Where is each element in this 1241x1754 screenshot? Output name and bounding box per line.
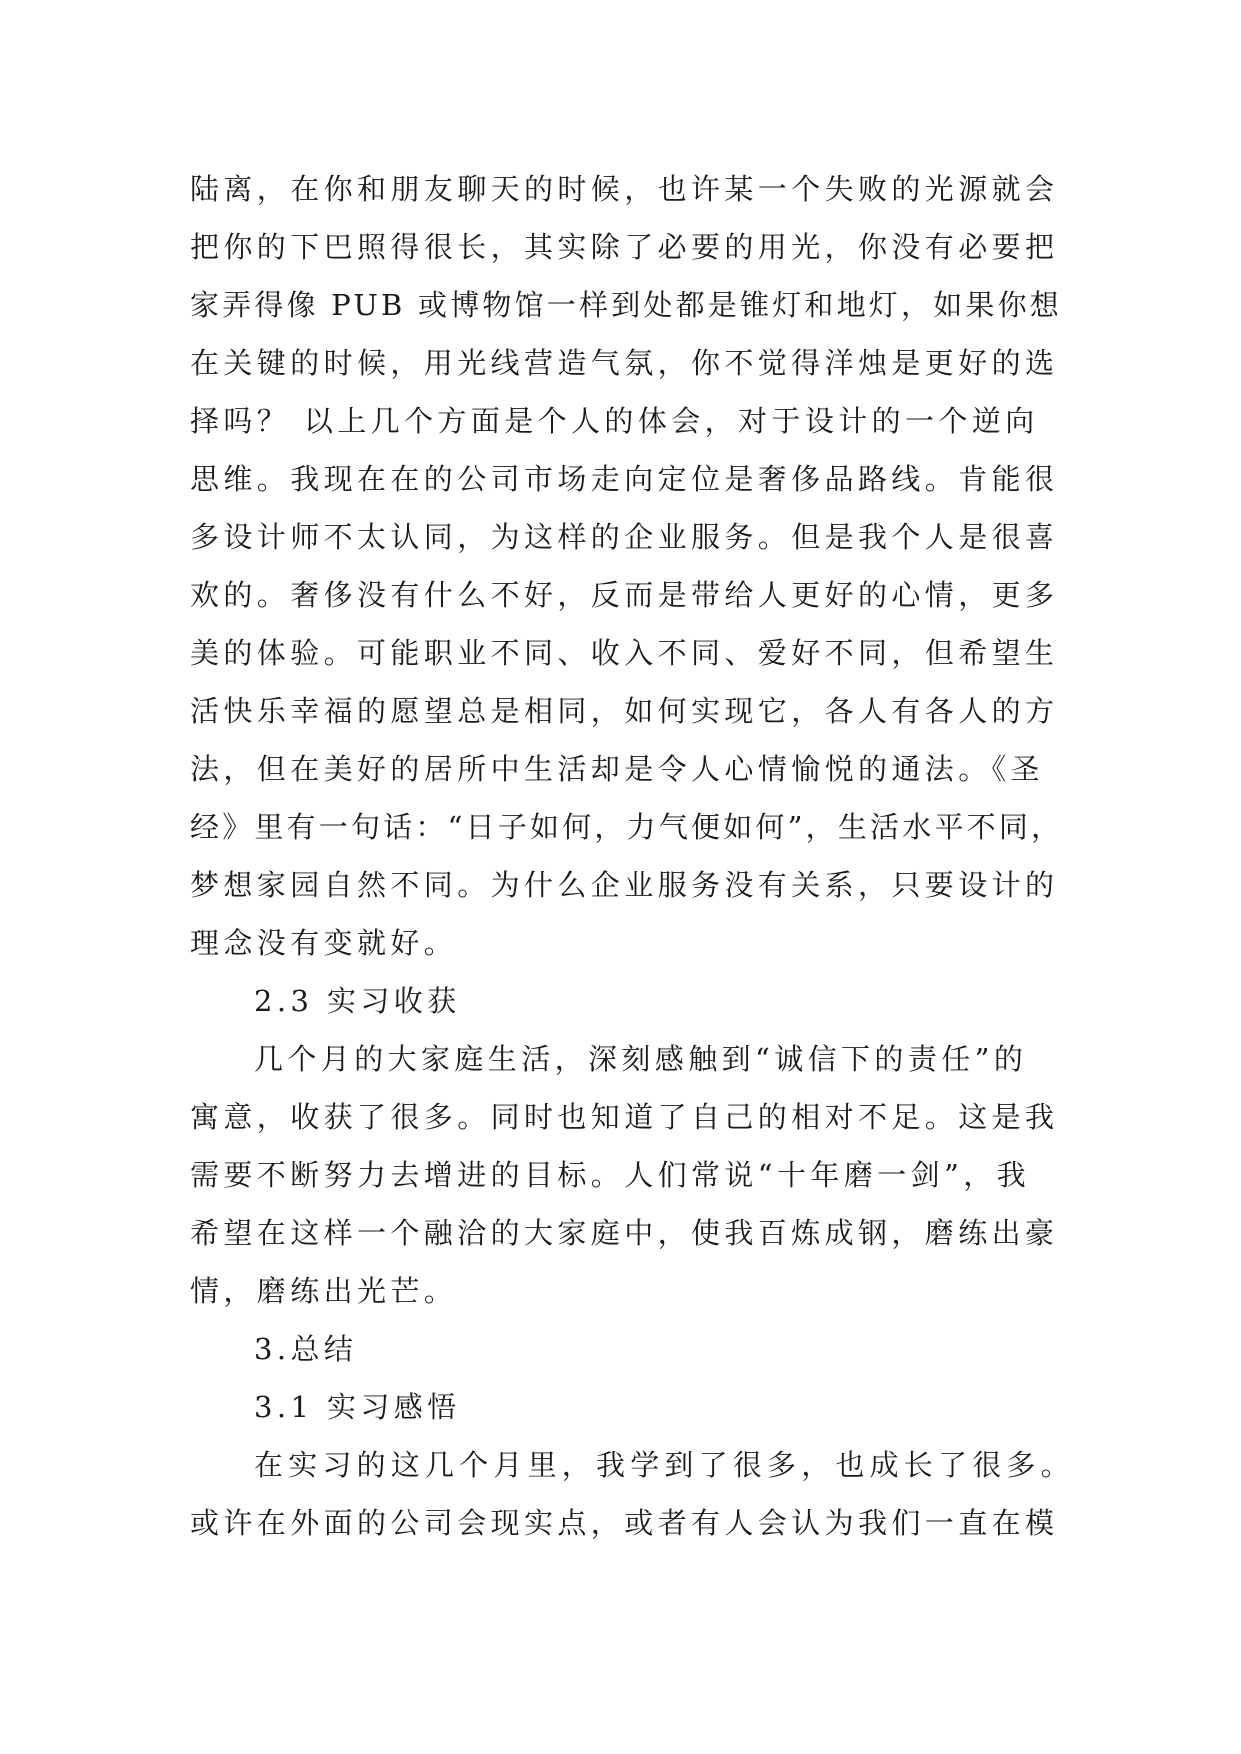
document-body xyxy=(190,160,1075,1552)
body-line: 经》里有一句话：“日子如何，力气便如何”，生活水平不同， xyxy=(190,810,1064,844)
body-line: 情，磨练出光芒。 xyxy=(190,1274,458,1308)
body-line: 活快乐幸福的愿望总是相同，如何实现它，各人有各人的方 xyxy=(190,694,1059,728)
body-line: 或许在外面的公司会现实点，或者有人会认为我们一直在模 xyxy=(190,1506,1059,1540)
section-heading-3-1: 3.1 实习感悟 xyxy=(254,1390,461,1424)
body-line: 法，但在美好的居所中生活却是令人心情愉悦的通法。《圣 xyxy=(190,752,1044,786)
body-line: 寓意，收获了很多。同时也知道了自己的相对不足。这是我 xyxy=(190,1100,1059,1134)
body-line: 思维。我现在在的公司市场走向定位是奢侈品路线。肯能很 xyxy=(190,462,1059,496)
body-line: 理念没有变就好。 xyxy=(190,926,458,960)
body-line: 把你的下巴照得很长，其实除了必要的用光，你没有必要把 xyxy=(190,230,1059,264)
body-line: 在实习的这几个月里，我学到了很多，也成长了很多。 xyxy=(254,1448,1075,1482)
body-line: 多设计师不太认同，为这样的企业服务。但是我个人是很喜 xyxy=(190,520,1059,554)
body-line: 陆离，在你和朋友聊天的时候，也许某一个失败的光源就会 xyxy=(190,172,1059,206)
body-line: 择吗？ 以上几个方面是个人的体会，对于设计的一个逆向 xyxy=(190,404,1039,438)
body-line: 需要不断努力去增进的目标。人们常说“十年磨一剑”，我 xyxy=(190,1158,1031,1192)
section-heading-3: 3.总结 xyxy=(254,1332,358,1366)
body-line: 梦想家园自然不同。为什么企业服务没有关系，只要设计的 xyxy=(190,868,1059,902)
body-line: 欢的。奢侈没有什么不好，反而是带给人更好的心情，更多 xyxy=(190,578,1059,612)
body-line: 美的体验。可能职业不同、收入不同、爱好不同，但希望生 xyxy=(190,636,1059,670)
body-line: 家弄得像 PUB 或博物馆一样到处都是锥灯和地灯，如果你想 xyxy=(190,288,1062,322)
body-line: 几个月的大家庭生活，深刻感触到“诚信下的责任”的 xyxy=(254,1042,1028,1076)
body-line: 希望在这样一个融洽的大家庭中，使我百炼成钢，磨练出豪 xyxy=(190,1216,1059,1250)
section-heading-2-3: 2.3 实习收获 xyxy=(254,984,461,1018)
body-line: 在关键的时候，用光线营造气氛，你不觉得洋烛是更好的选 xyxy=(190,346,1059,380)
